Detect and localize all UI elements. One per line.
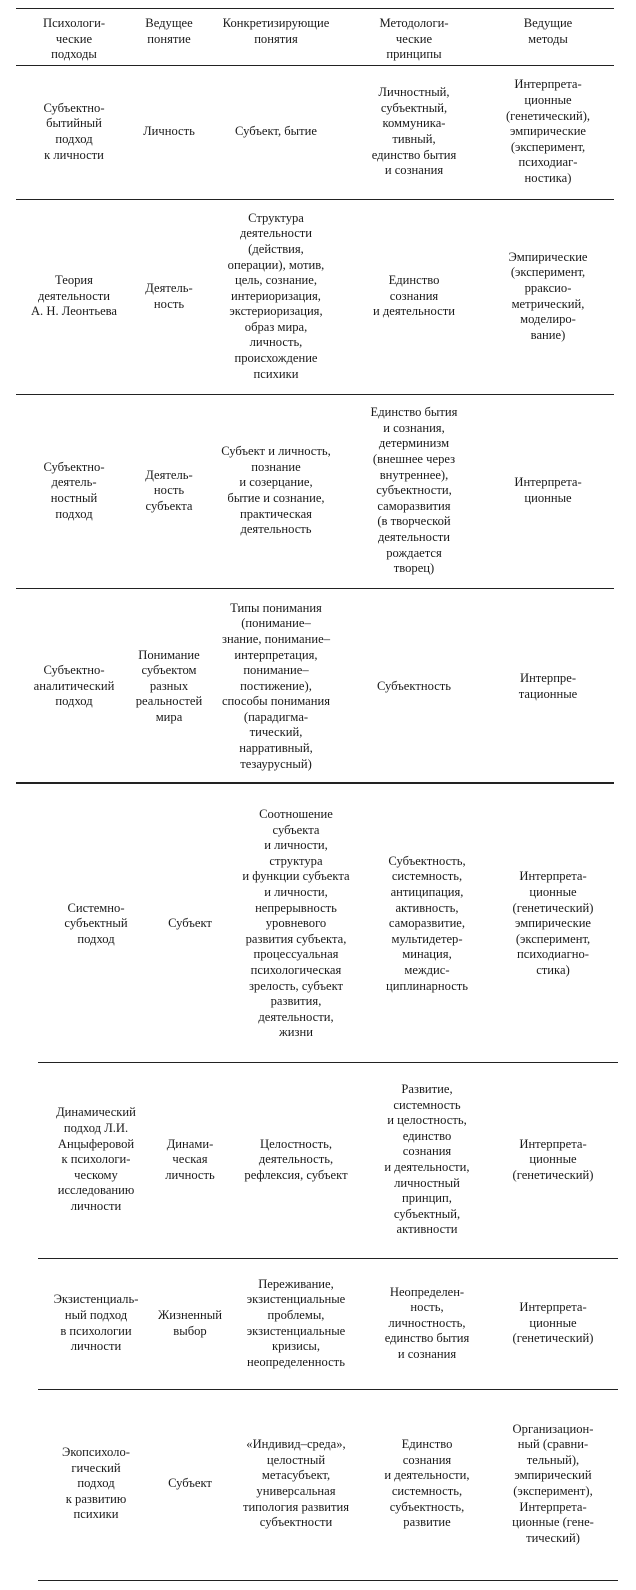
table-header-row (16, 8, 614, 65)
approach-cell: Динамический подход Л.И. Анцыферовой к психологи- ческому исследованию личности (56, 1105, 136, 1213)
header-leading-methods: Ведущие методы (523, 16, 573, 46)
row-divider (16, 199, 614, 200)
approach-cell: Субъектно- бытийный подход к личности (43, 100, 105, 162)
table-row (16, 65, 614, 199)
specifics-cell: Соотношение субъекта и личности, структура и функции субъекта и личности, непрерывность уровневого развития субъекта, процессуальная психологическая зрелость, субъект развития, деятельности, жизни (242, 807, 350, 1040)
principles-cell: Единство бытия и сознания, детерминизм (внешнее через внутреннее), субъектности, саморазвития (в творческой деятельности рождается творец) (370, 405, 458, 576)
specifics-cell: Целостность, деятельность, рефлексия, субъект (244, 1136, 348, 1182)
row-divider (38, 1062, 618, 1063)
specifics-cell: Структура деятельности (действия, операции), мотив, цель, сознание, интериоризация, экстериоризация, образ мира, личность, происхождение психики (227, 210, 325, 381)
specifics-cell: «Индивид–среда», целостный метасубъект, универсальная типология развития субъектности (242, 1437, 350, 1530)
specifics-cell: Типы понимания (понимание– знание, понимание– интерпретация, понимание– постижение), способы понимания (парадигма- тический, нарративный, тезаурусный) (221, 600, 331, 771)
approach-cell: Теория деятельности А. Н. Леонтьева (30, 273, 118, 319)
principles-cell: Единство сознания и деятельности (373, 273, 455, 319)
principles-cell: Развитие, системность и целостность, единство сознания и деятельности, личностный принцип, субъектный, активности (384, 1082, 470, 1237)
methods-cell: Интерпрета- ционные (514, 475, 582, 505)
concept-cell: Жизненный выбор (157, 1307, 222, 1338)
table-row (38, 1389, 618, 1579)
methods-cell: Организацион- ный (сравни- тельный), эмпирический (эксперимент), Интерпрета- ционные (гене- тический) (512, 1421, 594, 1545)
methods-cell: Интерпрета- ционные (генетический) (512, 1136, 594, 1182)
concept-cell: Личность (143, 124, 195, 139)
row-divider (16, 394, 614, 395)
table-row (38, 1062, 618, 1258)
concept-cell: Деятель- ность субъекта (145, 467, 193, 513)
concept-cell: Динами- ческая личность (165, 1136, 215, 1182)
methods-cell: Эмпирические (эксперимент, pраксио- метрический, моделиро- вание) (508, 249, 588, 342)
specifics-cell: Субъект и личность, познание и созерцание, бытие и сознание, практическая деятельность (221, 444, 331, 537)
row-divider (38, 1389, 618, 1390)
concept-cell: Субъект (168, 916, 212, 931)
header-specifying-concepts: Конкретизирующие понятия (222, 16, 330, 46)
concept-cell: Деятель- ность (145, 280, 193, 311)
methods-cell: Интерпре- тационные (518, 670, 578, 701)
table-row (16, 199, 614, 394)
approach-cell: Субъектно- аналитический подход (33, 663, 115, 709)
methodology-table-part-2 (38, 786, 618, 1579)
specifics-cell: Переживание, экзистенциальные проблемы, экзистенциальные кризисы, неопределенность (246, 1276, 346, 1369)
approach-cell: Субъектно- деятель- ностный подход (43, 459, 105, 521)
principles-cell: Неопределен- ность, личностность, единство бытия и сознания (384, 1284, 470, 1361)
header-methodological-principles: Методологи- ческие принципы (379, 16, 449, 62)
approach-cell: Экзистенциаль- ный подход в психологии личности (53, 1292, 139, 1354)
header-leading-concept: Ведущее понятие (145, 16, 193, 46)
concept-cell: Субъект (168, 1476, 212, 1491)
header-approaches: Психологи- ческие подходы (42, 16, 106, 62)
principles-cell: Единство сознания и деятельности, системность, субъектность, развитие (384, 1437, 470, 1530)
table-row (38, 1258, 618, 1389)
header-rule (16, 65, 614, 66)
table-row (16, 588, 614, 785)
table-row (16, 394, 614, 588)
table-bottom-rule (38, 1580, 618, 1581)
approach-cell: Системно- субъектный подход (64, 900, 128, 946)
principles-cell: Личностный, субъектный, коммуника- тивный, единство бытия и сознания (371, 85, 457, 178)
concept-cell: Понимание субъектом разных реальностей мира (135, 647, 203, 724)
row-divider (16, 588, 614, 589)
methods-cell: Интерпрета- ционные (генетический), эмпирические (эксперимент, психодиаг- ностика) (505, 77, 591, 185)
methodology-table-part-1 (16, 8, 614, 785)
methods-cell: Интерпрета- ционные (генетический) эмпирические (эксперимент, психодиагно- стика) (512, 869, 594, 977)
principles-cell: Субъектность (376, 678, 452, 693)
section-rule (16, 782, 614, 784)
methods-cell: Интерпрета- ционные (генетический) (512, 1300, 594, 1346)
table-top-rule (16, 8, 614, 9)
specifics-cell: Субъект, бытие (235, 124, 317, 139)
approach-cell: Экопсихоло- гический подход к развитию психики (62, 1445, 130, 1522)
row-divider (38, 1258, 618, 1259)
table-row (38, 786, 618, 1062)
principles-cell: Субъектность, системность, антиципация, активность, саморазвитие, мультидетер- минация, междис- циплинарность (385, 853, 469, 993)
